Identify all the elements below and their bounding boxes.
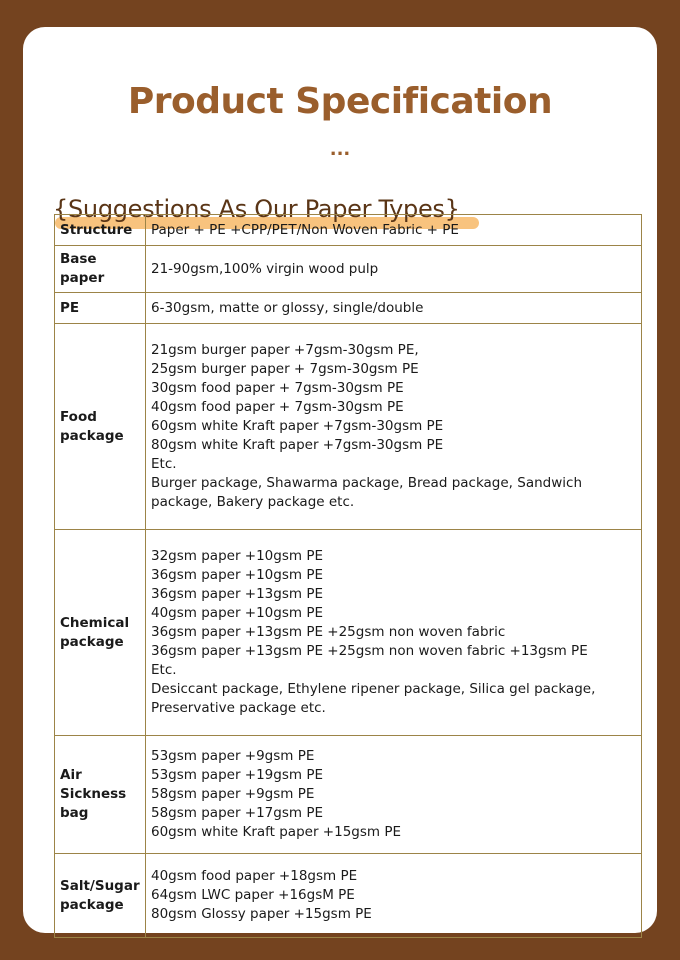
table-row xyxy=(55,530,642,736)
value-line: 6-30gsm, matte or glossy, single/double xyxy=(151,299,424,316)
value-line: 64gsm LWC paper +16gsM PE xyxy=(151,887,355,903)
row-label: PE xyxy=(55,293,146,324)
row-label: Food package xyxy=(55,324,146,530)
row-value xyxy=(146,530,642,736)
value-line: 53gsm paper +19gsm PE xyxy=(151,767,323,783)
value-line: 80gsm Glossy paper +15gsm PE xyxy=(151,906,372,922)
page-title: Product Specification xyxy=(127,81,553,122)
row-label: Base paper xyxy=(55,246,146,293)
title-dots: ... xyxy=(329,139,351,160)
row-label: Air Sickness bag xyxy=(55,736,146,854)
value-line: Paper + PE +CPP/PET/Non Woven Fabric + PE xyxy=(151,221,459,238)
value-line: 58gsm paper +17gsm PE xyxy=(151,805,323,821)
row-value xyxy=(146,246,642,293)
value-line: Desiccant package, Ethylene ripener package, Silica gel package, Preservative package etc. xyxy=(151,681,596,716)
value-line: 40gsm paper +10gsm PE xyxy=(151,605,323,621)
table-row xyxy=(55,854,642,938)
value-line: 21-90gsm,100% virgin wood pulp xyxy=(151,260,379,277)
row-label: Structure xyxy=(55,215,146,246)
value-line: 32gsm paper +10gsm PE xyxy=(151,548,323,564)
value-line: 30gsm food paper + 7gsm-30gsm PE xyxy=(151,380,404,396)
value-line: Etc. xyxy=(151,662,177,678)
row-label: Chemical package xyxy=(55,530,146,736)
row-value xyxy=(146,293,642,324)
value-line: 36gsm paper +10gsm PE xyxy=(151,567,323,583)
row-value xyxy=(146,324,642,530)
value-line: 80gsm white Kraft paper +7gsm-30gsm PE xyxy=(151,437,444,453)
spec-table xyxy=(54,214,642,938)
value-line: 36gsm paper +13gsm PE +25gsm non woven fabric +13gsm PE xyxy=(151,643,588,659)
table-row xyxy=(55,324,642,530)
value-line: 21gsm burger paper +7gsm-30gsm PE, xyxy=(151,342,419,358)
value-line: 58gsm paper +9gsm PE xyxy=(151,786,315,802)
row-value xyxy=(146,854,642,938)
value-line: 25gsm burger paper + 7gsm-30gsm PE xyxy=(151,361,419,377)
value-line: 60gsm white Kraft paper +7gsm-30gsm PE xyxy=(151,418,444,434)
value-line: 40gsm food paper +18gsm PE xyxy=(151,868,358,884)
table-row xyxy=(55,736,642,854)
row-value xyxy=(146,736,642,854)
value-line: 36gsm paper +13gsm PE xyxy=(151,586,323,602)
value-line: 36gsm paper +13gsm PE +25gsm non woven fabric xyxy=(151,624,506,640)
value-line: Burger package, Shawarma package, Bread package, Sandwich package, Bakery package etc. xyxy=(151,475,583,510)
row-value xyxy=(146,215,642,246)
value-line: Etc. xyxy=(151,456,177,472)
subtitle: {Suggestions As Our Paper Types} xyxy=(53,195,460,223)
value-line: 60gsm white Kraft paper +15gsm PE xyxy=(151,824,402,840)
value-line: 53gsm paper +9gsm PE xyxy=(151,748,315,764)
row-label: Salt/Sugar package xyxy=(55,854,146,938)
table-row xyxy=(55,246,642,293)
table-row xyxy=(55,293,642,324)
value-line: 40gsm food paper + 7gsm-30gsm PE xyxy=(151,399,404,415)
table-row xyxy=(55,215,642,246)
